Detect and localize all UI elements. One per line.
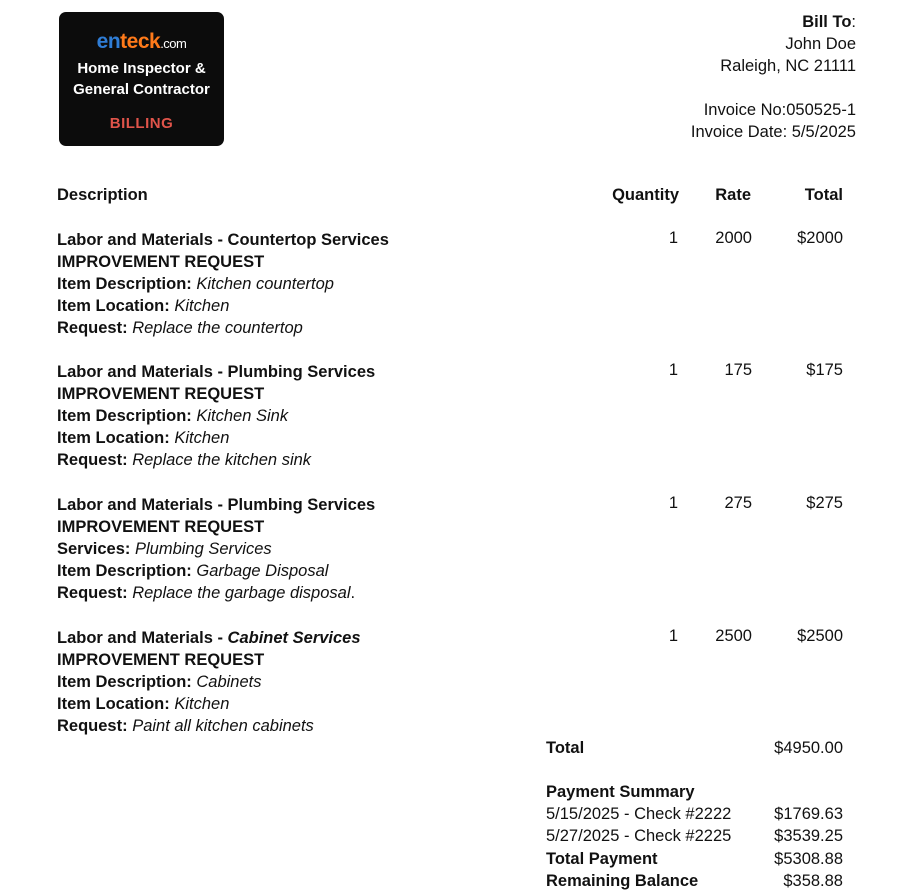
header-quantity: Quantity <box>612 186 679 204</box>
item-type: IMPROVEMENT REQUEST <box>57 253 265 271</box>
item-detail-value: Paint all kitchen cabinets <box>132 717 314 735</box>
item-detail-label: Item Location: <box>57 429 170 447</box>
item-detail-label: Request: <box>57 717 128 735</box>
line-item <box>57 627 577 737</box>
logo-line-2: General Contractor <box>73 81 210 98</box>
item-detail <box>57 715 577 737</box>
item-detail-suffix: . <box>350 584 356 602</box>
bill-to-block <box>691 11 856 143</box>
item-rate: 2000 <box>715 229 752 247</box>
bill-to-heading <box>691 11 856 33</box>
item-detail-value: Cabinets <box>196 673 262 691</box>
item-detail <box>57 295 577 317</box>
item-total: $275 <box>806 494 843 512</box>
bill-to-spacer <box>691 77 856 99</box>
item-total: $175 <box>806 361 843 379</box>
item-detail <box>57 405 577 427</box>
logo-brand-part3: .com <box>160 36 187 51</box>
logo-line-1: Home Inspector & <box>77 60 206 77</box>
line-item <box>57 494 577 604</box>
item-detail <box>57 273 577 295</box>
bill-to-colon: : <box>851 13 856 31</box>
item-detail-value: Replace the kitchen sink <box>132 451 312 469</box>
item-detail-value: Replace the garbage disposal <box>132 584 351 602</box>
logo-billing-label: BILLING <box>109 115 174 132</box>
payment-label: 5/27/2025 - Check #2225 <box>546 827 732 845</box>
logo-brand <box>59 30 224 54</box>
logo-brand-part1: en <box>96 30 121 53</box>
item-detail-value: Garbage Disposal <box>196 562 329 580</box>
item-type: IMPROVEMENT REQUEST <box>57 651 265 669</box>
item-title <box>57 627 577 649</box>
item-type: IMPROVEMENT REQUEST <box>57 385 265 403</box>
item-title-italic: Cabinet Services <box>227 629 361 647</box>
item-detail <box>57 560 577 582</box>
company-logo <box>59 12 224 146</box>
item-detail-value: Kitchen <box>174 695 230 713</box>
item-detail-label: Item Description: <box>57 275 192 293</box>
item-total: $2500 <box>797 627 843 645</box>
remaining-balance-label: Remaining Balance <box>546 872 699 890</box>
item-detail <box>57 671 577 693</box>
item-detail-value: Plumbing Services <box>134 540 272 558</box>
item-rate: 175 <box>724 361 752 379</box>
item-quantity: 1 <box>668 361 678 379</box>
item-detail-label: Item Description: <box>57 673 192 691</box>
bill-to-city: Raleigh, NC 21111 <box>720 57 856 75</box>
item-title: Labor and Materials - Countertop Services <box>57 231 389 249</box>
item-detail-value: Kitchen <box>174 429 230 447</box>
item-rate: 275 <box>724 494 752 512</box>
item-detail <box>57 427 577 449</box>
total-value: $4950.00 <box>774 739 843 757</box>
item-detail-label: Services: <box>57 540 131 558</box>
payment-summary-label: Payment Summary <box>546 783 695 801</box>
header-total: Total <box>804 186 843 204</box>
bill-to-name: John Doe <box>785 35 856 53</box>
item-detail-value: Kitchen countertop <box>196 275 334 293</box>
invoice-number: Invoice No:050525-1 <box>703 101 856 119</box>
item-detail-label: Item Location: <box>57 695 170 713</box>
bill-to-label: Bill To <box>802 13 852 31</box>
item-quantity: 1 <box>668 627 678 645</box>
payment-amount: $3539.25 <box>774 827 843 845</box>
item-detail <box>57 538 577 560</box>
item-title: Labor and Materials - Plumbing Services <box>57 363 376 381</box>
item-detail-value: Replace the countertop <box>132 319 303 337</box>
total-payment-value: $5308.88 <box>774 850 843 868</box>
item-detail-label: Request: <box>57 451 128 469</box>
line-item <box>57 361 577 471</box>
item-title-main: Labor and Materials - <box>57 629 228 647</box>
payment-label: 5/15/2025 - Check #2222 <box>546 805 732 823</box>
payment-amount: $1769.63 <box>774 805 843 823</box>
total-label: Total <box>546 739 585 757</box>
item-total: $2000 <box>797 229 843 247</box>
item-detail-value: Kitchen <box>174 297 230 315</box>
item-detail-label: Item Location: <box>57 297 170 315</box>
item-type: IMPROVEMENT REQUEST <box>57 518 265 536</box>
total-payment-label: Total Payment <box>546 850 658 868</box>
item-quantity: 1 <box>668 494 678 512</box>
item-detail-value: Kitchen Sink <box>196 407 289 425</box>
item-detail <box>57 693 577 715</box>
item-detail-label: Item Description: <box>57 407 192 425</box>
item-detail-label: Item Description: <box>57 562 192 580</box>
invoice-date: Invoice Date: 5/5/2025 <box>690 123 856 141</box>
item-detail <box>57 582 577 604</box>
item-detail-label: Request: <box>57 319 128 337</box>
line-item <box>57 229 577 339</box>
remaining-balance-value: $358.88 <box>783 872 843 890</box>
header-description: Description <box>57 186 148 204</box>
item-detail <box>57 449 577 471</box>
item-title: Labor and Materials - Plumbing Services <box>57 496 376 514</box>
item-detail-label: Request: <box>57 584 128 602</box>
item-detail <box>57 317 577 339</box>
item-rate: 2500 <box>715 627 752 645</box>
header-rate: Rate <box>715 186 751 204</box>
item-quantity: 1 <box>668 229 678 247</box>
logo-brand-part2: teck <box>120 30 161 53</box>
